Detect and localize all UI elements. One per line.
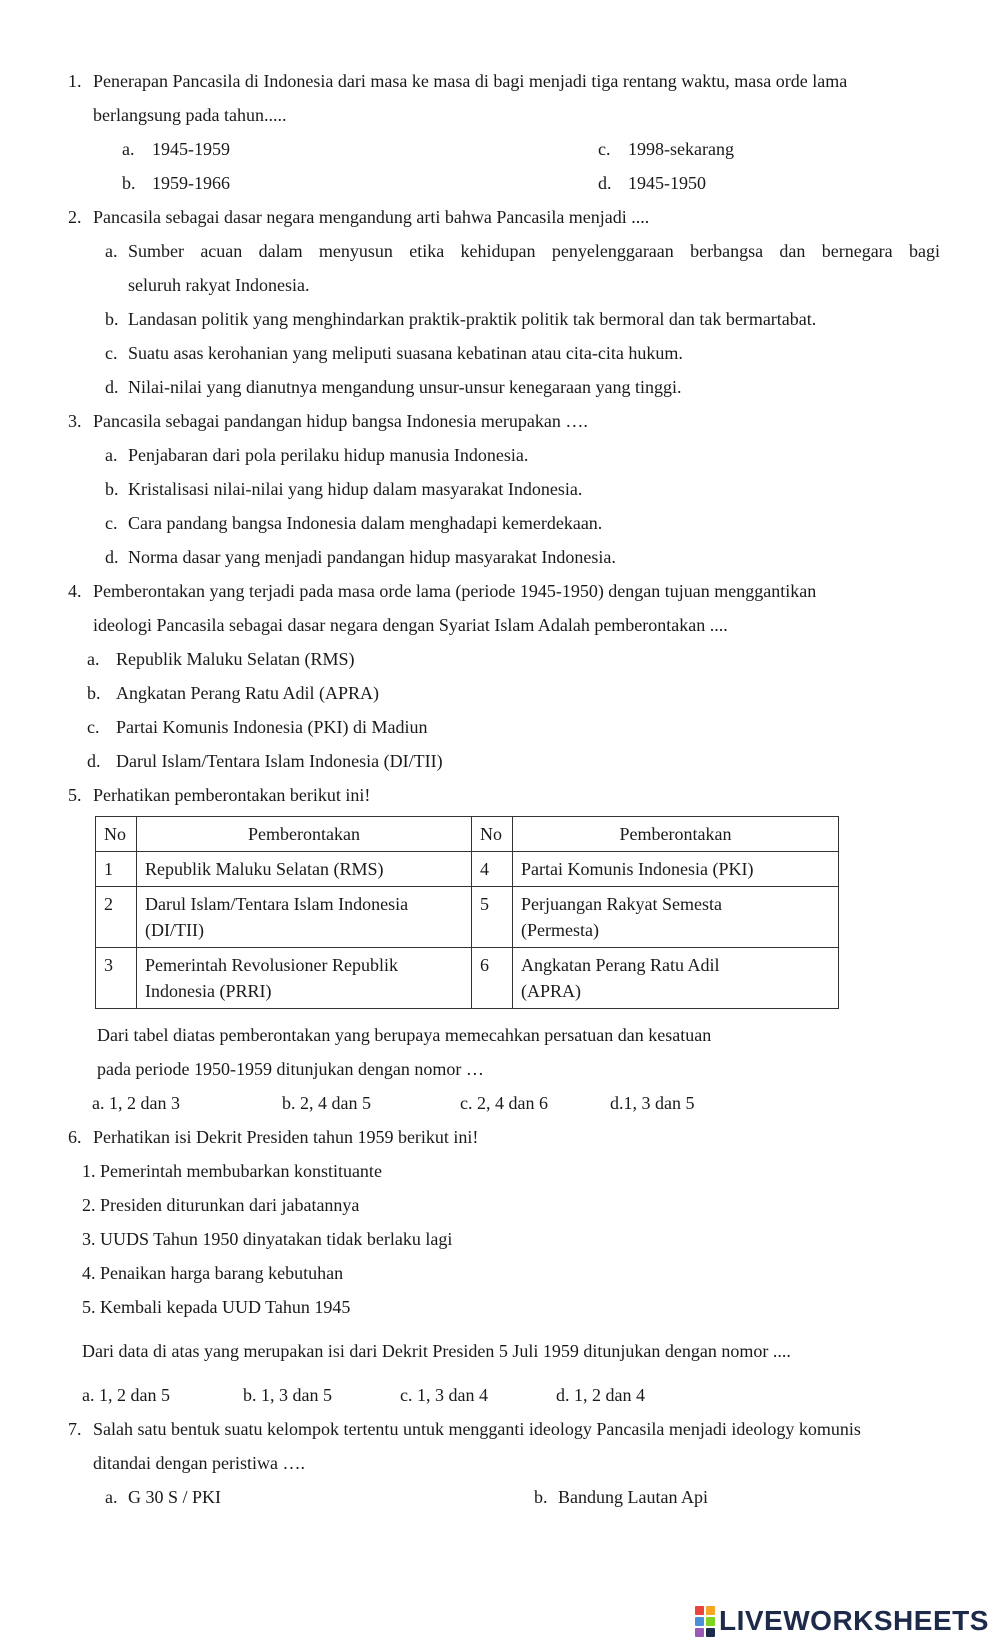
list-item: 2. Presiden diturunkan dari jabatannya [82, 1195, 360, 1215]
table-header: Pemberontakan [137, 817, 472, 852]
option-letter: c. [87, 717, 100, 737]
question-text: ditandai dengan peristiwa …. [93, 1453, 305, 1473]
list-item: 4. Penaikan harga barang kebutuhan [82, 1263, 344, 1283]
question-text: Dari tabel diatas pemberontakan yang berupaya memecahkan persatuan dan kesatuan [97, 1025, 712, 1045]
option-letter: d. [105, 547, 119, 567]
option-letter: b. [87, 683, 101, 703]
question-number: 3. [68, 411, 82, 431]
option-text: Landasan politik yang menghindarkan praktik-praktik politik tak bermoral dan tak bermartabat. [128, 309, 817, 329]
option-text: Sumber acuan dalam menyusun etika kehidupan penyelenggaraan berbangsa dan bernegara bagi [128, 241, 940, 261]
rebellion-table [95, 816, 839, 1009]
table-cell [513, 948, 839, 1009]
cell-line: Pemerintah Revolusioner Republik [145, 955, 398, 975]
option: c. 2, 4 dan 6 [460, 1093, 548, 1113]
table-row [96, 887, 839, 948]
option-text: 1998-sekarang [628, 139, 734, 159]
option-text: Partai Komunis Indonesia (PKI) di Madiun [116, 717, 428, 737]
table-cell [137, 887, 472, 948]
option: d. 1, 2 dan 4 [556, 1385, 645, 1405]
question-text: Pemberontakan yang terjadi pada masa orde lama (periode 1945-1950) dengan tujuan menggantikan [93, 581, 817, 601]
option-text: 1945-1959 [152, 139, 230, 159]
option: a. 1, 2 dan 5 [82, 1385, 170, 1405]
option: b. 1, 3 dan 5 [243, 1385, 332, 1405]
question-text: Pancasila sebagai dasar negara mengandung arti bahwa Pancasila menjadi .... [93, 207, 650, 227]
cell-line: (APRA) [521, 981, 582, 1001]
option-text: Norma dasar yang menjadi pandangan hidup masyarakat Indonesia. [128, 547, 616, 567]
option-text: Darul Islam/Tentara Islam Indonesia (DI/TII) [116, 751, 443, 771]
liveworksheets-wordmark: LIVEWORKSHEETS [719, 1605, 989, 1636]
option-text: G 30 S / PKI [128, 1487, 222, 1507]
question-number: 6. [68, 1127, 82, 1147]
question-text: berlangsung pada tahun..... [93, 105, 287, 125]
table-header: Pemberontakan [513, 817, 839, 852]
cell-line: Darul Islam/Tentara Islam Indonesia [145, 894, 409, 914]
option-letter: d. [598, 173, 612, 193]
option-letter: a. [122, 139, 135, 159]
cell-line: (DI/TII) [145, 920, 204, 940]
option-letter: c. [598, 139, 611, 159]
option: b. 2, 4 dan 5 [282, 1093, 371, 1113]
option: c. 1, 3 dan 4 [400, 1385, 488, 1405]
table-cell: Partai Komunis Indonesia (PKI) [513, 852, 839, 887]
question-number: 5. [68, 785, 82, 805]
question-number: 2. [68, 207, 82, 227]
table-cell [137, 948, 472, 1009]
table-cell: 1 [96, 852, 137, 887]
option-text: 1959-1966 [152, 173, 230, 193]
cell-line: Indonesia (PRRI) [145, 981, 272, 1001]
question-text: Dari data di atas yang merupakan isi dari Dekrit Presiden 5 Juli 1959 ditunjukan dengan nomor .... [82, 1341, 791, 1361]
table-cell: 3 [96, 948, 137, 1009]
option-letter: c. [105, 343, 118, 363]
list-item: 1. Pemerintah membubarkan konstituante [82, 1161, 382, 1181]
question-text: ideologi Pancasila sebagai dasar negara dengan Syariat Islam Adalah pemberontakan .... [93, 615, 728, 635]
option-text: Penjabaran dari pola perilaku hidup manusia Indonesia. [128, 445, 529, 465]
cell-line: (Permesta) [521, 920, 599, 940]
question-text: Perhatikan pemberontakan berikut ini! [93, 785, 371, 805]
option-text: Angkatan Perang Ratu Adil (APRA) [116, 683, 379, 703]
option-letter: b. [105, 479, 119, 499]
option-text: Republik Maluku Selatan (RMS) [116, 649, 355, 669]
option-text: Nilai-nilai yang dianutnya mengandung unsur-unsur kenegaraan yang tinggi. [128, 377, 682, 397]
option-text: Cara pandang bangsa Indonesia dalam menghadapi kemerdekaan. [128, 513, 603, 533]
table-header: No [96, 817, 137, 852]
cell-line: Angkatan Perang Ratu Adil [521, 955, 720, 975]
table-cell: 5 [472, 887, 513, 948]
option-text: Bandung Lautan Api [558, 1487, 708, 1507]
option-text: seluruh rakyat Indonesia. [128, 275, 310, 295]
question-text: Pancasila sebagai pandangan hidup bangsa Indonesia merupakan …. [93, 411, 588, 431]
liveworksheets-logo [695, 1605, 989, 1637]
table-row [96, 852, 839, 887]
list-item: 5. Kembali kepada UUD Tahun 1945 [82, 1297, 351, 1317]
option-letter: b. [105, 309, 119, 329]
option: a. 1, 2 dan 3 [92, 1093, 180, 1113]
option-letter: b. [534, 1487, 548, 1507]
question-text: Salah satu bentuk suatu kelompok tertentu untuk mengganti ideology Pancasila menjadi ideology komunis [93, 1419, 861, 1439]
option-text: Kristalisasi nilai-nilai yang hidup dalam masyarakat Indonesia. [128, 479, 583, 499]
liveworksheets-logo-icon [695, 1606, 715, 1637]
table-cell: 2 [96, 887, 137, 948]
option: d.1, 3 dan 5 [610, 1093, 695, 1113]
option-letter: b. [122, 173, 136, 193]
option-text: Suatu asas kerohanian yang meliputi suasana kebatinan atau cita-cita hukum. [128, 343, 683, 363]
option-letter: a. [105, 445, 118, 465]
option-letter: d. [105, 377, 119, 397]
table-header-row [96, 817, 839, 852]
question-number: 4. [68, 581, 82, 601]
option-letter: a. [105, 1487, 118, 1507]
table-cell: 6 [472, 948, 513, 1009]
option-text: 1945-1950 [628, 173, 706, 193]
table-cell: Republik Maluku Selatan (RMS) [137, 852, 472, 887]
option-letter: a. [105, 241, 118, 261]
question-number: 7. [68, 1419, 82, 1439]
question-number: 1. [68, 71, 82, 91]
option-letter: d. [87, 751, 101, 771]
cell-line: Perjuangan Rakyat Semesta [521, 894, 722, 914]
table-header: No [472, 817, 513, 852]
question-text: pada periode 1950-1959 ditunjukan dengan nomor … [97, 1059, 484, 1079]
question-text: Perhatikan isi Dekrit Presiden tahun 1959 berikut ini! [93, 1127, 479, 1147]
option-letter: c. [105, 513, 118, 533]
table-row [96, 948, 839, 1009]
list-item: 3. UUDS Tahun 1950 dinyatakan tidak berlaku lagi [82, 1229, 453, 1249]
question-text: Penerapan Pancasila di Indonesia dari masa ke masa di bagi menjadi tiga rentang waktu, masa orde lama [93, 71, 848, 91]
option-letter: a. [87, 649, 100, 669]
table-cell: 4 [472, 852, 513, 887]
table-cell [513, 887, 839, 948]
